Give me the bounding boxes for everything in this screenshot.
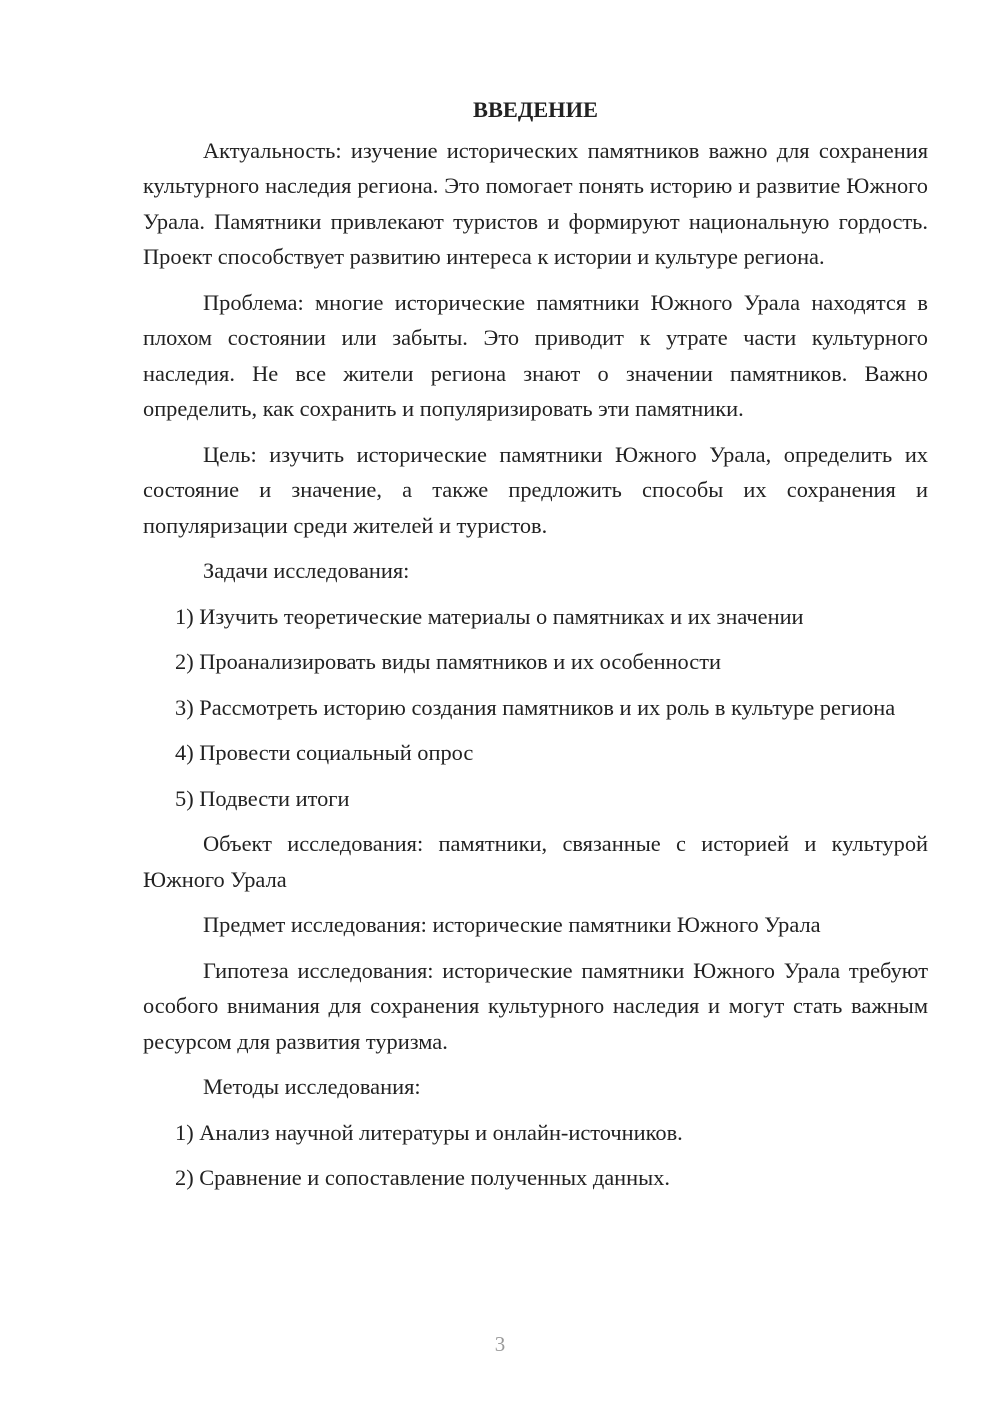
tasks-heading: Задачи исследования:: [203, 558, 410, 583]
section-title: ВВЕДЕНИЕ: [473, 97, 598, 122]
problem-paragraph: Проблема: многие исторические памятники Южного Урала находятся в плохом состоянии или забыты. Это приводит к утрате части культурного наследия. Не все жители региона знают о значении памятников. Важно определить, как сохранить и популяризировать эти памятники.: [143, 289, 928, 421]
page-content: [143, 92, 928, 1206]
task-item: 5) Подвести итоги: [175, 785, 350, 811]
task-item: 3) Рассмотреть историю создания памятников и их роль в культуре региона: [175, 694, 896, 720]
method-item: 1) Анализ научной литературы и онлайн-источников.: [175, 1119, 683, 1145]
task-item: 4) Провести социальный опрос: [175, 740, 474, 765]
goal-paragraph: Цель: изучить исторические памятники Южного Урала, определить их состояние и значение, а также предложить способы их сохранения и популяризации среди жителей и туристов.: [143, 441, 928, 538]
task-item: 2) Проанализировать виды памятников и их особенности: [175, 649, 722, 674]
method-item: 2) Сравнение и сопоставление полученных данных.: [175, 1165, 670, 1190]
methods-heading: Методы исследования:: [203, 1074, 421, 1099]
subject-paragraph: Предмет исследования: исторические памятники Южного Урала: [203, 912, 821, 937]
hypothesis-paragraph: Гипотеза исследования: исторические памятники Южного Урала требуют особого внимания для сохранения культурного наследия и могут стать важным ресурсом для развития туризма.: [143, 957, 928, 1054]
relevance-paragraph: Актуальность: изучение исторических памятников важно для сохранения культурного наследия региона. Это помогает понять историю и развитие Южного Урала. Памятники привлекают туристов и формируют национальную гордость. Проект способствует развитию интереса к истории и культуре региона.: [143, 137, 928, 269]
task-item: 1) Изучить теоретические материалы о памятниках и их значении: [175, 603, 804, 629]
object-paragraph: Объект исследования: памятники, связанные с историей и культурой Южного Урала: [143, 831, 928, 892]
page-number: 3: [494, 1332, 506, 1356]
